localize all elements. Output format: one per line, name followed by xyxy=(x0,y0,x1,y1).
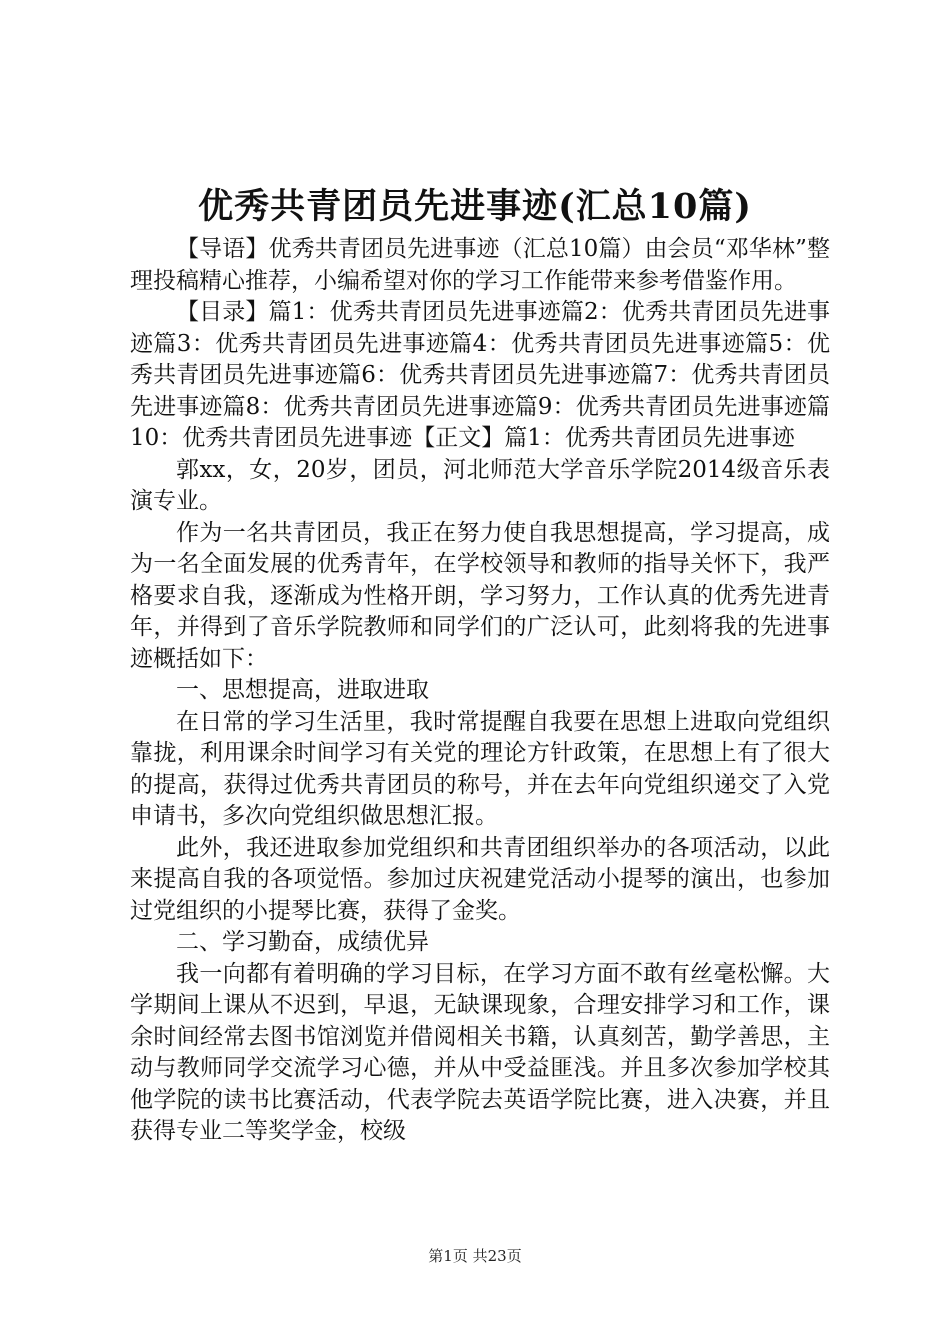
section-heading-2: 二、学习勤奋，成绩优异 xyxy=(176,929,429,955)
page-number-footer: 第1页 共23页 xyxy=(428,1247,522,1265)
paragraph-table-of-contents: 【目录】篇1：优秀共青团员先进事迹篇2：优秀共青团员先进事迹篇3：优秀共青团员先进事迹篇4：优秀共青团员先进事迹篇5：优秀共青团员先进事迹篇6：优秀共青团员先进事迹篇7：优秀共青团员先进事迹篇8：优秀共青团员先进事迹篇9：优秀共青团员先进事迹篇10：优秀共青团员先进事迹【正文】篇1：优秀共青团员先进事迹 xyxy=(130,299,830,451)
paragraph-profile: 郭xx，女，20岁，团员，河北师范大学音乐学院2014级音乐表演专业。 xyxy=(130,456,830,514)
document-body xyxy=(130,234,830,1148)
paragraph-section-1a: 在日常的学习生活里，我时常提醒自我要在思想上进取向党组织靠拢，利用课余时间学习有关党的理论方针政策，在思想上有了很大的提高，获得过优秀共青团员的称号，并在去年向党组织递交了入党申请书，多次向党组织做思想汇报。 xyxy=(130,708,830,829)
paragraph-intro: 【导语】优秀共青团员先进事迹（汇总10篇）由会员“邓华林”整理投稿精心推荐，小编希望对你的学习工作能带来参考借鉴作用。 xyxy=(130,236,830,294)
section-heading-1: 一、思想提高，进取进取 xyxy=(176,677,429,703)
paragraph-section-2a: 我一向都有着明确的学习目标，在学习方面不敢有丝毫松懈。大学期间上课从不迟到，早退，无缺课现象，合理安排学习和工作，课余时间经常去图书馆浏览并借阅相关书籍，认真刻苦，勤学善思，主动与教师同学交流学习心德，并从中受益匪浅。并且多次参加学校其他学院的读书比赛活动，代表学院去英语学院比赛，进入决赛，并且获得专业二等奖学金，校级 xyxy=(130,960,830,1144)
paragraph-overview: 作为一名共青团员，我正在努力使自我思想提高，学习提高，成为一名全面发展的优秀青年，在学校领导和教师的指导关怀下，我严格要求自我，逐渐成为性格开朗，学习努力，工作认真的优秀先进青年，并得到了音乐学院教师和同学们的广泛认可，此刻将我的先进事迹概括如下： xyxy=(130,519,830,672)
paragraph-section-1b: 此外，我还进取参加党组织和共青团组织举办的各项活动，以此来提高自我的各项觉悟。参加过庆祝建党活动小提琴的演出，也参加过党组织的小提琴比赛，获得了金奖。 xyxy=(130,834,830,924)
document-title: 优秀共青团员先进事迹(汇总10篇) xyxy=(198,186,752,227)
